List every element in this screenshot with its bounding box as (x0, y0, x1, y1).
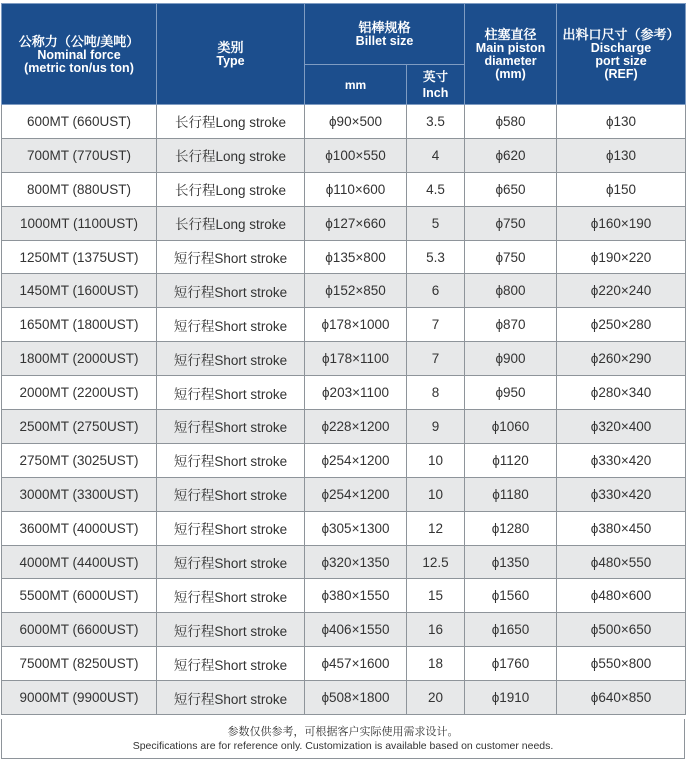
cell-nominal-force: 1000MT (1100UST) (2, 206, 157, 240)
cell-discharge-port: ϕ160×190 (557, 206, 686, 240)
cell-main-piston: ϕ1910 (465, 681, 557, 715)
cell-billet-inch: 12 (407, 511, 465, 545)
cell-billet-mm: ϕ457×1600 (305, 647, 407, 681)
cell-type: 长行程Long stroke (157, 105, 305, 139)
cell-main-piston: ϕ870 (465, 308, 557, 342)
header-main-piston-diameter: 柱塞直径 Main piston diameter (mm) (465, 4, 557, 105)
cell-nominal-force: 7500MT (8250UST) (2, 647, 157, 681)
cell-billet-inch: 4.5 (407, 172, 465, 206)
cell-billet-inch: 3.5 (407, 105, 465, 139)
header-billet-inch: 英寸 Inch (407, 65, 465, 105)
table-row (2, 274, 686, 308)
cell-billet-mm: ϕ406×1550 (305, 613, 407, 647)
cell-billet-inch: 5.3 (407, 240, 465, 274)
cell-billet-inch: 16 (407, 613, 465, 647)
header-type: 类别 Type (157, 4, 305, 105)
cell-billet-mm: ϕ228×1200 (305, 410, 407, 444)
cell-main-piston: ϕ750 (465, 206, 557, 240)
cell-discharge-port: ϕ380×450 (557, 511, 686, 545)
extrusion-press-spec-table (1, 3, 686, 715)
table-row (2, 105, 686, 139)
table-row (2, 342, 686, 376)
cell-billet-mm: ϕ178×1100 (305, 342, 407, 376)
cell-nominal-force: 9000MT (9900UST) (2, 681, 157, 715)
cell-billet-mm: ϕ110×600 (305, 172, 407, 206)
cell-type: 短行程Short stroke (157, 647, 305, 681)
cell-discharge-port: ϕ330×420 (557, 443, 686, 477)
cell-billet-inch: 20 (407, 681, 465, 715)
cell-nominal-force: 6000MT (6600UST) (2, 613, 157, 647)
cell-billet-inch: 12.5 (407, 545, 465, 579)
footer-note-en: Specifications are for reference only. Customization is available based on customer needs. (132, 740, 554, 752)
cell-billet-inch: 8 (407, 376, 465, 410)
footer-note (1, 719, 685, 759)
cell-type: 短行程Short stroke (157, 342, 305, 376)
cell-billet-inch: 7 (407, 342, 465, 376)
cell-main-piston: ϕ580 (465, 105, 557, 139)
table-row (2, 240, 686, 274)
table-row (2, 206, 686, 240)
cell-billet-inch: 6 (407, 274, 465, 308)
table-row (2, 172, 686, 206)
cell-discharge-port: ϕ130 (557, 105, 686, 139)
cell-nominal-force: 2500MT (2750UST) (2, 410, 157, 444)
cell-billet-mm: ϕ380×1550 (305, 579, 407, 613)
table-row (2, 443, 686, 477)
cell-type: 长行程Long stroke (157, 138, 305, 172)
table-header (2, 4, 686, 105)
header-discharge-port-size: 出料口尺寸（参考） Discharge port size (REF) (557, 4, 686, 105)
cell-nominal-force: 1650MT (1800UST) (2, 308, 157, 342)
cell-main-piston: ϕ1180 (465, 477, 557, 511)
cell-main-piston: ϕ1120 (465, 443, 557, 477)
cell-billet-mm: ϕ203×1100 (305, 376, 407, 410)
cell-billet-inch: 4 (407, 138, 465, 172)
cell-discharge-port: ϕ330×420 (557, 477, 686, 511)
cell-discharge-port: ϕ480×600 (557, 579, 686, 613)
cell-nominal-force: 4000MT (4400UST) (2, 545, 157, 579)
cell-billet-inch: 9 (407, 410, 465, 444)
table-row (2, 613, 686, 647)
table-row (2, 376, 686, 410)
cell-discharge-port: ϕ320×400 (557, 410, 686, 444)
cell-type: 短行程Short stroke (157, 240, 305, 274)
cell-type: 短行程Short stroke (157, 511, 305, 545)
cell-billet-inch: 5 (407, 206, 465, 240)
cell-main-piston: ϕ650 (465, 172, 557, 206)
cell-discharge-port: ϕ480×550 (557, 545, 686, 579)
cell-discharge-port: ϕ150 (557, 172, 686, 206)
cell-billet-mm: ϕ508×1800 (305, 681, 407, 715)
cell-billet-mm: ϕ305×1300 (305, 511, 407, 545)
cell-billet-mm: ϕ178×1000 (305, 308, 407, 342)
table-body (2, 105, 686, 715)
table-row (2, 579, 686, 613)
cell-discharge-port: ϕ280×340 (557, 376, 686, 410)
cell-discharge-port: ϕ640×850 (557, 681, 686, 715)
cell-nominal-force: 1800MT (2000UST) (2, 342, 157, 376)
cell-type: 短行程Short stroke (157, 613, 305, 647)
cell-billet-mm: ϕ135×800 (305, 240, 407, 274)
cell-nominal-force: 2750MT (3025UST) (2, 443, 157, 477)
cell-billet-inch: 7 (407, 308, 465, 342)
cell-main-piston: ϕ1760 (465, 647, 557, 681)
cell-type: 短行程Short stroke (157, 443, 305, 477)
cell-main-piston: ϕ1280 (465, 511, 557, 545)
cell-nominal-force: 600MT (660UST) (2, 105, 157, 139)
cell-discharge-port: ϕ190×220 (557, 240, 686, 274)
cell-main-piston: ϕ1650 (465, 613, 557, 647)
cell-type: 长行程Long stroke (157, 206, 305, 240)
cell-type: 短行程Short stroke (157, 681, 305, 715)
table-row (2, 681, 686, 715)
table-row (2, 647, 686, 681)
table-row (2, 477, 686, 511)
cell-main-piston: ϕ950 (465, 376, 557, 410)
cell-discharge-port: ϕ550×800 (557, 647, 686, 681)
table-row (2, 308, 686, 342)
cell-main-piston: ϕ900 (465, 342, 557, 376)
cell-billet-mm: ϕ320×1350 (305, 545, 407, 579)
cell-billet-mm: ϕ254×1200 (305, 443, 407, 477)
cell-type: 短行程Short stroke (157, 410, 305, 444)
cell-discharge-port: ϕ130 (557, 138, 686, 172)
cell-nominal-force: 3000MT (3300UST) (2, 477, 157, 511)
cell-billet-mm: ϕ152×850 (305, 274, 407, 308)
cell-main-piston: ϕ620 (465, 138, 557, 172)
cell-nominal-force: 3600MT (4000UST) (2, 511, 157, 545)
header-billet-mm: mm (305, 65, 407, 105)
cell-nominal-force: 2000MT (2200UST) (2, 376, 157, 410)
cell-discharge-port: ϕ260×290 (557, 342, 686, 376)
cell-main-piston: ϕ750 (465, 240, 557, 274)
cell-billet-mm: ϕ90×500 (305, 105, 407, 139)
cell-discharge-port: ϕ500×650 (557, 613, 686, 647)
cell-type: 短行程Short stroke (157, 376, 305, 410)
cell-billet-mm: ϕ100×550 (305, 138, 407, 172)
cell-type: 短行程Short stroke (157, 545, 305, 579)
cell-nominal-force: 700MT (770UST) (2, 138, 157, 172)
cell-type: 短行程Short stroke (157, 477, 305, 511)
cell-nominal-force: 800MT (880UST) (2, 172, 157, 206)
cell-type: 短行程Short stroke (157, 308, 305, 342)
table-row (2, 511, 686, 545)
cell-billet-inch: 15 (407, 579, 465, 613)
cell-nominal-force: 1250MT (1375UST) (2, 240, 157, 274)
cell-billet-inch: 10 (407, 477, 465, 511)
cell-main-piston: ϕ1350 (465, 545, 557, 579)
header-billet-size: 铝棒规格 Billet size (305, 4, 465, 65)
cell-nominal-force: 1450MT (1600UST) (2, 274, 157, 308)
cell-main-piston: ϕ1560 (465, 579, 557, 613)
cell-billet-inch: 18 (407, 647, 465, 681)
cell-main-piston: ϕ800 (465, 274, 557, 308)
header-nominal-force: 公称力（公吨/美吨） Nominal force (metric ton/us ton) (2, 4, 157, 105)
cell-type: 长行程Long stroke (157, 172, 305, 206)
cell-main-piston: ϕ1060 (465, 410, 557, 444)
cell-billet-inch: 10 (407, 443, 465, 477)
table-row (2, 410, 686, 444)
cell-billet-mm: ϕ254×1200 (305, 477, 407, 511)
cell-type: 短行程Short stroke (157, 579, 305, 613)
cell-discharge-port: ϕ220×240 (557, 274, 686, 308)
cell-discharge-port: ϕ250×280 (557, 308, 686, 342)
footer-note-cn: 参数仅供参考，可根据客户实际使用需求设计。 (227, 726, 459, 738)
cell-billet-mm: ϕ127×660 (305, 206, 407, 240)
table-row (2, 545, 686, 579)
table-row (2, 138, 686, 172)
cell-type: 短行程Short stroke (157, 274, 305, 308)
cell-nominal-force: 5500MT (6000UST) (2, 579, 157, 613)
